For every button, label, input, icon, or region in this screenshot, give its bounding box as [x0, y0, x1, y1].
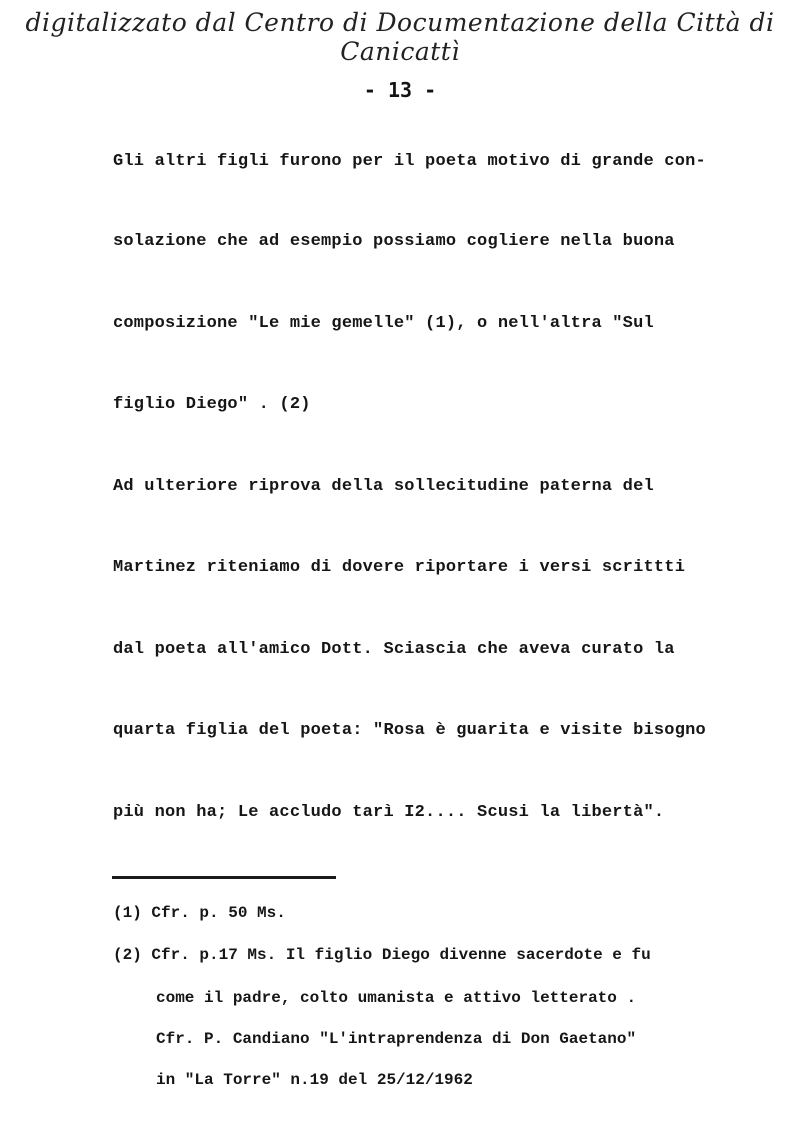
footnote-2-continuation: Cfr. P. Candiano "L'intraprendenza di Don Gaetano"	[156, 1030, 637, 1048]
body-line: solazione che ad esempio possiamo cogliere nella buona	[113, 232, 675, 251]
body-line: dal poeta all'amico Dott. Sciascia che aveva curato la	[113, 640, 675, 659]
body-line: Ad ulteriore riprova della sollecitudine paterna del	[113, 477, 654, 496]
body-line: composizione "Le mie gemelle" (1), o nell'altra "Sul	[113, 314, 654, 333]
footnote-2-continuation: come il padre, colto umanista e attivo letterato .	[156, 989, 637, 1007]
body-line: figlio Diego" . (2)	[113, 395, 311, 414]
body-line: quarta figlia del poeta: "Rosa è guarita e visite bisogno	[113, 721, 706, 740]
footnote-2: (2) Cfr. p.17 Ms. Il figlio Diego divenne sacerdote e fu	[113, 946, 651, 964]
footnote-1: (1) Cfr. p. 50 Ms.	[113, 904, 286, 922]
body-line: Martinez riteniamo di dovere riportare i versi scrittti	[113, 558, 686, 577]
body-line: più non ha; Le accludo tarì I2.... Scusi la libertà".	[113, 803, 665, 822]
digitization-attribution: digitalizzato dal Centro di Documentazione della Città di Canicattì	[25, 8, 775, 66]
body-line: Gli altri figli furono per il poeta motivo di grande con-	[113, 152, 706, 171]
footnote-2-continuation: in "La Torre" n.19 del 25/12/1962	[156, 1071, 473, 1089]
page-number: - 13 -	[363, 78, 437, 102]
footnote-separator	[112, 876, 336, 879]
